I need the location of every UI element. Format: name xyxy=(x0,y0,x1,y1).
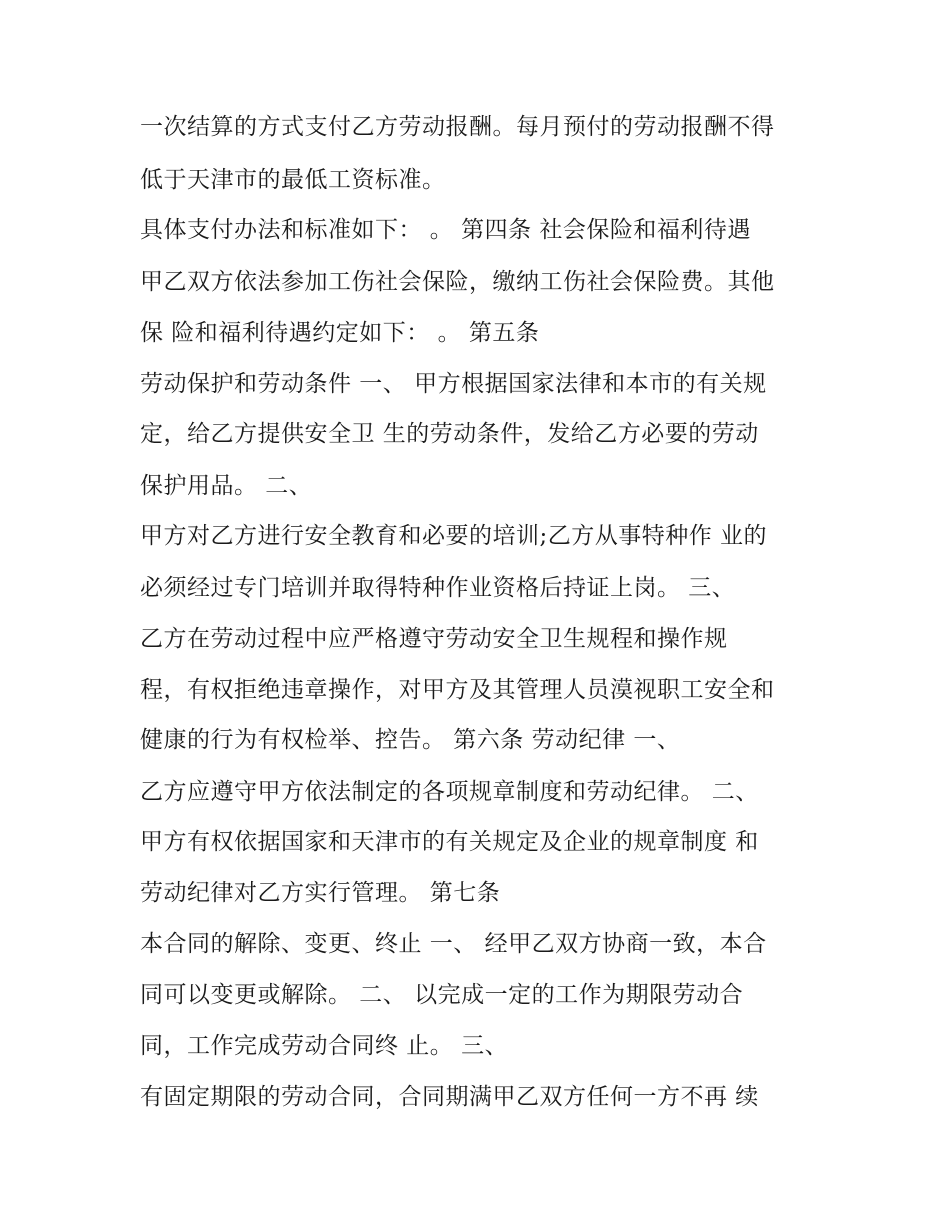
text-line: 定，给乙方提供安全卫 生的劳动条件，发给乙方必要的劳动 xyxy=(140,421,759,447)
text-line: 健康的行为有权检举、控告。 第六条 劳动纪律 一、 xyxy=(140,727,681,753)
text-line: 程，有权拒绝违章操作，对甲方及其管理人员漠视职工安全和 xyxy=(140,677,775,703)
text-line: 甲乙双方依法参加工伤社会保险，缴纳工伤社会保险费。其他 xyxy=(140,269,775,295)
text-line: 甲方对乙方进行安全教育和必要的培训;乙方从事特种作 业的 xyxy=(140,523,768,549)
text-line: 甲方有权依据国家和天津市的有关规定及企业的规章制度 和 xyxy=(140,829,759,855)
text-line: 劳动保护和劳动条件 一、 甲方根据国家法律和本市的有关规 xyxy=(140,371,767,397)
text-line: 保护用品。 二、 xyxy=(140,473,313,499)
text-line: 乙方在劳动过程中应严格遵守劳动安全卫生规程和操作规 xyxy=(140,626,728,652)
text-line: 同可以变更或解除。 二、 以完成一定的工作为期限劳动合 xyxy=(140,982,744,1008)
text-line: 有固定期限的劳动合同，合同期满甲乙双方任何一方不再 续 xyxy=(140,1084,759,1110)
text-line: 劳动纪律对乙方实行管理。 第七条 xyxy=(140,880,501,906)
text-line: 本合同的解除、变更、终止 一、 经甲乙双方协商一致，本合 xyxy=(140,931,767,957)
text-line: 同，工作完成劳动合同终 止。 三、 xyxy=(140,1033,509,1059)
text-line: 乙方应遵守甲方依法制定的各项规章制度和劳动纪律。 二、 xyxy=(140,779,759,805)
text-line: 保 险和福利待遇约定如下： 。 第五条 xyxy=(140,320,540,346)
text-line: 必须经过专门培训并取得特种作业资格后持证上岗。 三、 xyxy=(140,575,736,601)
text-line: 低于天津市的最低工资标准。 xyxy=(140,167,446,193)
text-line: 具体支付办法和标准如下： 。 第四条 社会保险和福利待遇 xyxy=(140,217,751,243)
text-line: 一次结算的方式支付乙方劳动报酬。每月预付的劳动报酬不得 xyxy=(140,114,775,140)
